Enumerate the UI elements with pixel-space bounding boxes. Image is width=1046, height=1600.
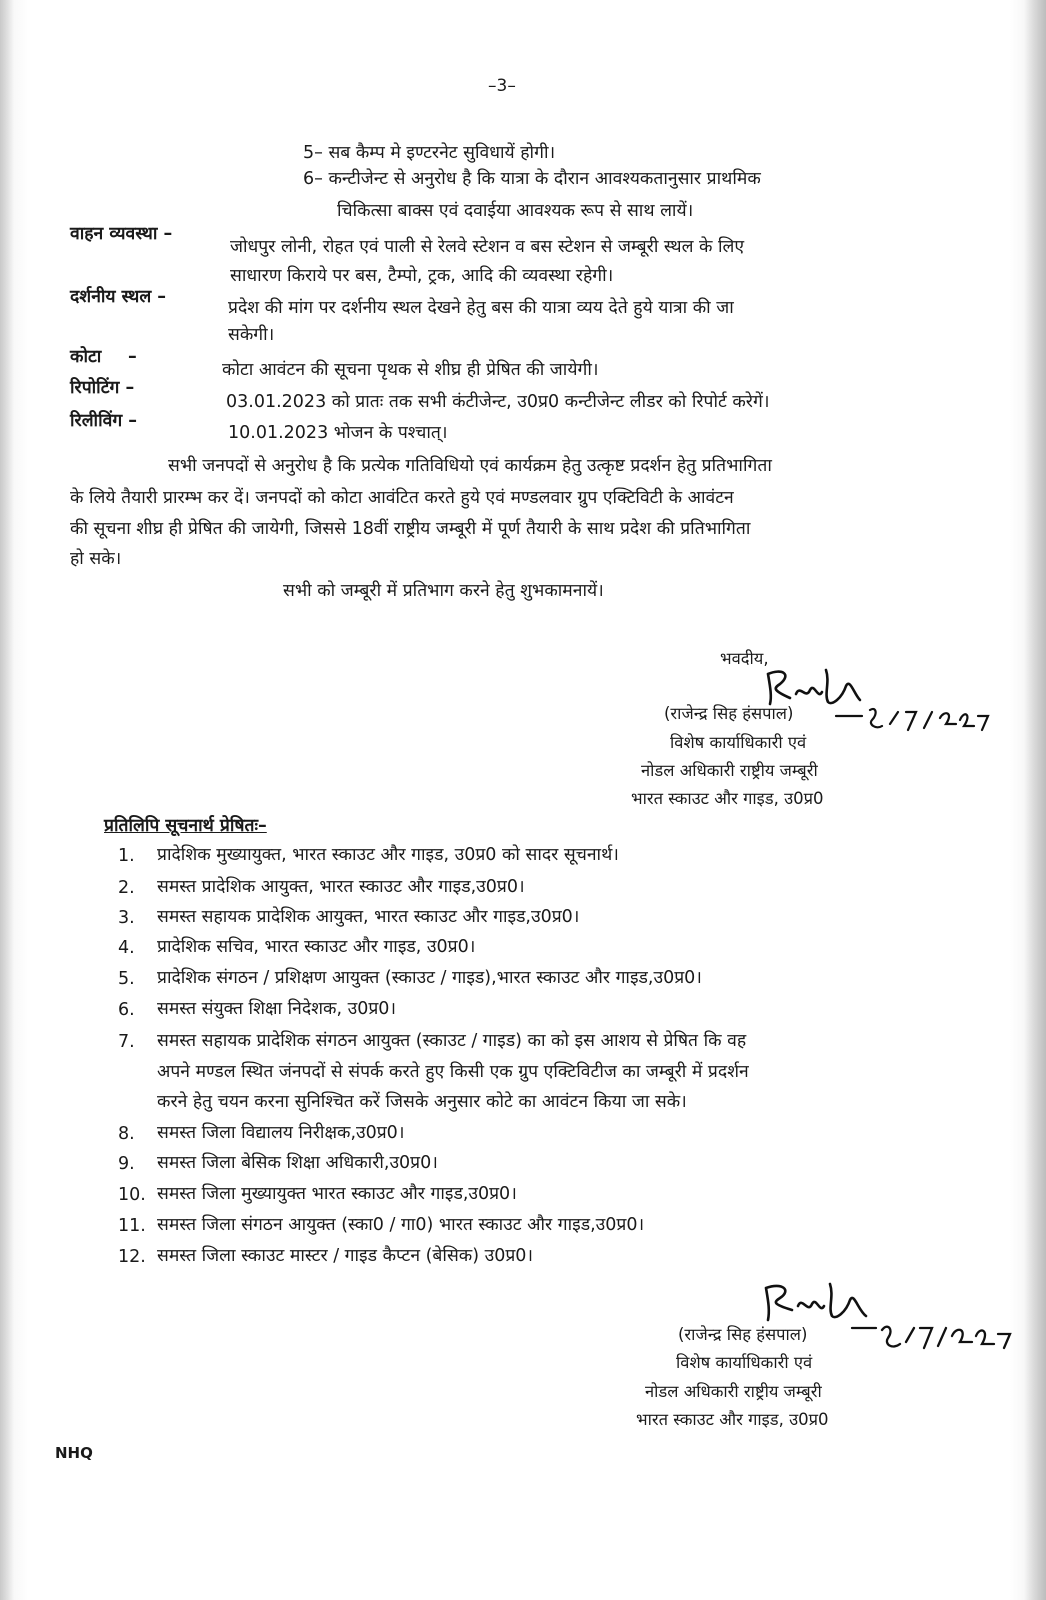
copy-item-7-line2: अपने मण्डल स्थित जंनपदों से संपर्क करते हुए किसी एक ग्रुप एक्टिविटीज का जम्बूरी में प्रदर्शन — [157, 1062, 749, 1082]
footer-code: NHQ — [55, 1444, 93, 1462]
designation-2a: विशेष कार्याधिकारी एवं — [676, 1353, 813, 1372]
wishes-line: सभी को जम्बूरी में प्रतिभाग करने हेतु शुभकामनायें। — [283, 581, 604, 601]
copy-num-8: 8. — [118, 1124, 135, 1144]
copy-num-5: 5. — [118, 969, 135, 989]
signatory-name-1: (राजेन्द्र सिह हंसपाल) — [664, 704, 794, 723]
copy-item-3: समस्त सहायक प्रादेशिक आयुक्त, भारत स्काउट और गाइड,उ0प्र0। — [157, 907, 580, 927]
darshaniya-line1: प्रदेश की मांग पर दर्शनीय स्थल देखने हेतु बस की यात्रा व्यय देते हुये यात्रा की जा — [228, 298, 734, 318]
copy-num-9: 9. — [118, 1154, 135, 1174]
closing-bhavdiya: भवदीय, — [720, 649, 769, 668]
copy-item-12: समस्त जिला स्काउट मास्टर / गाइड कैप्टन (बेसिक) उ0प्र0। — [157, 1246, 534, 1266]
darshaniya-line2: सकेगी। — [228, 325, 275, 345]
signatory-name-2: (राजेन्द्र सिह हंसपाल) — [678, 1325, 808, 1344]
copy-num-3: 3. — [118, 908, 135, 928]
copy-item-7-line3: करने हेतु चयन करना सुनिश्चित करें जिसके अनुसार कोटे का आवंटन किया जा सके। — [157, 1092, 687, 1112]
vahan-line2: साधारण किराये पर बस, टैम्पो, ट्रक, आदि की व्यवस्था रहेगी। — [230, 266, 614, 286]
copy-item-6: समस्त संयुक्त शिक्षा निदेशक, उ0प्र0। — [157, 999, 397, 1019]
point-6-line1: 6– कन्टीजेन्ट से अनुरोध है कि यात्रा के दौरान आवश्यकतानुसार प्राथमिक — [303, 169, 761, 189]
copy-item-8: समस्त जिला विद्यालय निरीक्षक,उ0प्र0। — [157, 1123, 405, 1143]
copy-item-7-line1: समस्त सहायक प्रादेशिक संगठन आयुक्त (स्काउट / गाइड) का को इस आशय से प्रेषित कि वह — [157, 1031, 747, 1051]
copy-num-11: 11. — [118, 1216, 146, 1236]
page-left-edge — [0, 0, 14, 1600]
point-6-line2: चिकित्सा बाक्स एवं दवाईया आवश्यक रूप से साथ लायें। — [337, 201, 694, 221]
designation-1a: विशेष कार्याधिकारी एवं — [670, 733, 807, 752]
copy-item-11: समस्त जिला संगठन आयुक्त (स्का0 / गा0) भारत स्काउट और गाइड,उ0प्र0। — [157, 1215, 645, 1235]
vahan-label: वाहन व्यवस्था – — [70, 224, 173, 244]
kota-text: कोटा आवंटन की सूचना पृथक से शीघ्र ही प्रेषित की जायेगी। — [222, 360, 599, 380]
relieving-text: 10.01.2023 भोजन के पश्चात्। — [228, 423, 448, 443]
copy-num-12: 12. — [118, 1247, 146, 1267]
relieving-label: रिलीविंग – — [70, 411, 138, 431]
copy-item-9: समस्त जिला बेसिक शिक्षा अधिकारी,उ0प्र0। — [157, 1153, 438, 1173]
copy-num-10: 10. — [118, 1185, 146, 1205]
kota-label: कोटा — [70, 347, 102, 367]
paragraph-line1: सभी जनपदों से अनुरोध है कि प्रत्येक गतिविधियो एवं कार्यक्रम हेतु उत्कृष्ट प्रदर्शन हेतु प्रतिभागिता — [168, 456, 772, 476]
copy-item-5: प्रादेशिक संगठन / प्रशिक्षण आयुक्त (स्काउट / गाइड),भारत स्काउट और गाइड,उ0प्र0। — [157, 968, 702, 988]
designation-2b: नोडल अधिकारी राष्ट्रीय जम्बूरी — [645, 1382, 822, 1401]
copy-item-1: प्रादेशिक मुख्यायुक्त, भारत स्काउट और गाइड, उ0प्र0 को सादर सूचनार्थ। — [157, 845, 619, 865]
darshaniya-label: दर्शनीय स्थल – — [70, 287, 167, 307]
kota-dash: – — [128, 347, 137, 367]
paragraph-line2: के लिये तैयारी प्रारम्भ कर दें। जनपदों को कोटा आवंटित करते हुये एवं मण्डलवार ग्रुप एक्टिविटी के आवंटन — [70, 488, 734, 508]
page-right-edge — [1024, 0, 1046, 1600]
point-5: 5– सब कैम्प मे इण्टरनेट सुविधायें होगी। — [303, 143, 556, 163]
designation-1b: नोडल अधिकारी राष्ट्रीय जम्बूरी — [641, 761, 818, 780]
paragraph-line3: की सूचना शीघ्र ही प्रेषित की जायेगी, जिससे 18वीं राष्ट्रीय जम्बूरी में पूर्ण तैयारी के साथ प्रदेश की प्रतिभागिता — [70, 519, 751, 539]
copy-num-6: 6. — [118, 1000, 135, 1020]
copy-num-7: 7. — [118, 1032, 135, 1052]
reporting-text: 03.01.2023 को प्रातः तक सभी कंटीजेन्ट, उ0प्र0 कन्टीजेन्ट लीडर को रिपोर्ट करेगें। — [226, 392, 770, 412]
copy-heading: प्रतिलिपि सूचनार्थ प्रेषितः– — [104, 816, 267, 836]
copy-num-1: 1. — [118, 846, 135, 866]
designation-2c: भारत स्काउट और गाइड, उ0प्र0 — [636, 1410, 829, 1429]
copy-item-2: समस्त प्रादेशिक आयुक्त, भारत स्काउट और गाइड,उ0प्र0। — [157, 877, 525, 897]
vahan-line1: जोधपुर लोनी, रोहत एवं पाली से रेलवे स्टेशन व बस स्टेशन से जम्बूरी स्थल के लिए — [230, 237, 745, 257]
paragraph-line4: हो सके। — [70, 549, 122, 569]
page-number: –3– — [488, 76, 516, 96]
copy-num-4: 4. — [118, 938, 135, 958]
reporting-label: रिपोटिंग – — [70, 378, 135, 398]
copy-num-2: 2. — [118, 878, 135, 898]
copy-item-10: समस्त जिला मुख्यायुक्त भारत स्काउट और गाइड,उ0प्र0। — [157, 1184, 517, 1204]
copy-item-4: प्रादेशिक सचिव, भारत स्काउट और गाइड, उ0प्र0। — [157, 937, 476, 957]
designation-1c: भारत स्काउट और गाइड, उ0प्र0 — [631, 789, 824, 808]
